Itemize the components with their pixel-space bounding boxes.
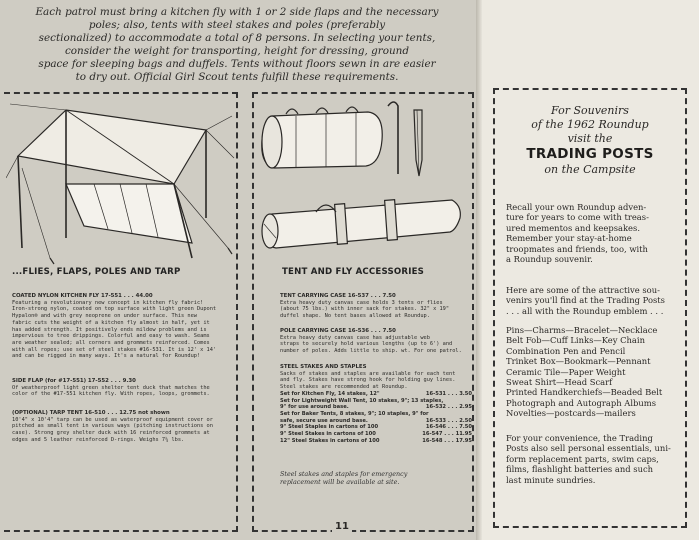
stake-row-text: 9" Steel Stakes in cartons of 100 xyxy=(280,431,376,438)
stakes-item xyxy=(280,364,472,444)
stake-row-text: 9" for use around base. xyxy=(280,404,349,411)
leader-dots: . . . xyxy=(446,424,460,431)
item-line: Featuring a revolutionary new concept in kitchen fly fabric! xyxy=(12,299,204,306)
item-line: impervious to tree drippings. Colorful and easy to wash. Seams xyxy=(12,333,210,340)
item-line: Of weatherproof light green shelter tent duck that matches the xyxy=(12,384,210,391)
item-line: Hypalon® and with grey neoprene on under surface. This new xyxy=(12,313,197,320)
intro-paragraph xyxy=(22,6,452,84)
stake-code: 16-546 xyxy=(425,424,447,431)
pole-carrying-case xyxy=(264,200,460,248)
body-line: Here are some of the attractive sou- xyxy=(506,285,660,295)
souvenir-list-item: Pins—Charms—Bracelet—Necklace xyxy=(506,325,658,335)
souvenir-list-item: Novelties—postcards—mailers xyxy=(506,408,636,419)
stake-price: 7.50 xyxy=(459,424,472,431)
body-line: a Roundup souvenir. xyxy=(506,254,593,265)
stake-price-row xyxy=(280,404,472,411)
pole-case-item xyxy=(280,328,472,355)
recall-paragraph xyxy=(506,202,686,264)
item-line: case). Strong grey shelter duck with 16 reinforced grommets at xyxy=(12,430,210,437)
stake-row-text: 9" Steel Staples in cartons of 100 xyxy=(280,424,379,431)
item-line: Iron-strong nylon, coated on top surface with light green Dupont xyxy=(12,306,217,313)
body-line: Remember your stay-at-home xyxy=(506,233,632,244)
tarp-tent-item xyxy=(12,410,234,444)
item-title: SIDE FLAP (for #17-551) 17-552 . . . 9.30 xyxy=(12,378,136,384)
item-line: edges and 5 leather reinforced D-rings. Weighs 7¼ lbs. xyxy=(12,436,185,443)
leader-dots: . . . xyxy=(446,417,460,424)
stake-row-text: Set for Kitchen Fly, 14 stakes, 12" xyxy=(280,390,380,397)
body-line: venirs you'll find at the Trading Posts xyxy=(506,295,665,306)
souvenir-list-item: Sweat Shirt—Head Scarf xyxy=(506,377,613,388)
body-line: ture for years to come with treas- xyxy=(506,212,649,223)
side-flap-item xyxy=(12,378,234,398)
stake-row-code xyxy=(426,424,472,431)
body-line: Recall your own Roundup adven- xyxy=(506,202,647,212)
body-line: troopmates and friends, too, with xyxy=(506,243,648,254)
souvenir-list-item: Trinket Box—Bookmark—Pennant xyxy=(506,356,651,367)
item-line: duffel shape. No tent bases allowed at Roundup. xyxy=(280,313,430,320)
body-line: films, flashlight batteries and such xyxy=(506,464,654,475)
steel-stake xyxy=(388,102,398,174)
intro-line: space for sleeping bags and duffels. Tents without floors sewn in are easier xyxy=(38,58,436,70)
item-line: straps to securely hold various lengths (up to 6') and xyxy=(280,341,453,348)
flies-heading: ...FLIES, FLAPS, POLES AND TARP xyxy=(12,267,181,277)
stake-price-row xyxy=(280,418,472,425)
fly-pole xyxy=(18,156,22,248)
item-title: STEEL STAKES AND STAPLES xyxy=(280,364,367,370)
intro-line: Each patrol must bring a kitchen fly with 1 or 2 side flaps and the necessary xyxy=(35,6,439,18)
item-line: color of the #17-551 kitchen fly. With ropes, loops, grommets. xyxy=(12,391,210,398)
intro-line: to dry out. Official Girl Scout tents fulfill these requirements. xyxy=(75,71,399,83)
stake-row-code xyxy=(426,404,472,411)
item-title: TENT CARRYING CASE 16-537 . . . 7.50 xyxy=(280,293,396,299)
convenience-paragraph xyxy=(506,433,688,485)
accessories-heading: TENT AND FLY ACCESSORIES xyxy=(282,267,425,277)
stakes-note xyxy=(280,470,470,486)
souvenir-list-item: Belt Fob—Cuff Links—Key Chain xyxy=(506,335,645,346)
stake-row-text: Set for Lightweight Wall Tent, 10 stakes, 9"; 13 staples, xyxy=(280,397,444,404)
header-subtitle: on the Campsite xyxy=(544,163,636,176)
stake-price-row xyxy=(280,391,472,398)
stake-price: 11.95 xyxy=(455,431,472,438)
fly-side-flap xyxy=(66,184,192,243)
header-line: For Souvenirs xyxy=(551,104,629,117)
leader-dots: . . . xyxy=(446,390,460,397)
header-line: of the 1962 Roundup xyxy=(531,118,649,131)
accessories-illustration xyxy=(256,96,470,261)
stake-row-text: Set for Baker Tents, 8 stakes, 9"; 10 staples, 9" for xyxy=(280,410,429,417)
leader-dots: . . . xyxy=(442,437,456,444)
item-title: POLE CARRYING CASE 16-536 . . . 7.50 xyxy=(280,328,396,334)
stake-row-text: safe, secure use around base. xyxy=(280,417,368,424)
intro-line: sectionalized) to accommodate a total of 8 persons. In selecting your tents, xyxy=(38,32,436,44)
note-line: Steel stakes and staples for emergency xyxy=(280,470,408,478)
stake-price: 2.50 xyxy=(459,417,472,424)
body-line: Posts also sell personal essentials, uni- xyxy=(506,443,671,454)
item-line: (about 75 lbs.) with inner sack for stakes. 32" x 19" xyxy=(280,306,450,313)
leader-dots: . . . xyxy=(442,431,456,438)
item-title: (OPTIONAL) TARP TENT 16-510 . . . 12.75 not shown xyxy=(12,410,170,416)
stake-row-code xyxy=(426,391,472,398)
tent-case-item xyxy=(280,293,472,320)
intro-line: consider the weight for transporting, height for dressing, ground xyxy=(64,45,410,57)
fly-canopy xyxy=(18,110,206,184)
body-line: form replacement parts, swim caps, xyxy=(506,453,659,464)
stake-price-row xyxy=(280,431,472,438)
stake-code: 16-531 xyxy=(425,390,447,397)
page-number: 11 xyxy=(332,521,352,532)
stake-code: 16-548 xyxy=(422,437,443,444)
stake-row-text: 12" Steel Stakes in cartons of 100 xyxy=(280,437,380,444)
stake-price: 17.95 xyxy=(455,437,472,444)
stake-code: 16-547 xyxy=(422,431,443,438)
item-line: Sacks of stakes and staples are available for each tent xyxy=(280,370,456,377)
souvenir-list-item: Combination Pen and Pencil xyxy=(506,345,626,356)
stake-row-code xyxy=(426,418,472,425)
item-line: number of poles. Adds little to ship. wt. For one patrol. xyxy=(280,348,462,355)
body-line: For your convenience, the Trading xyxy=(506,433,653,443)
souvenir-list-item: Ceramic Tile—Paper Weight xyxy=(506,366,626,377)
trading-posts-header xyxy=(500,104,680,177)
item-line: has added strength. It positively ends mildew problems and is xyxy=(12,326,207,333)
stake-price-row xyxy=(280,398,472,405)
trading-posts-title: TRADING POSTS xyxy=(526,146,654,162)
kitchen-fly-illustration xyxy=(6,98,236,266)
item-title: COATED NYLON KITCHEN FLY 17-551 . . . 44.00 xyxy=(12,293,153,299)
page-fold xyxy=(476,0,482,540)
body-line: last minute sundries. xyxy=(506,474,596,485)
souvenir-list xyxy=(506,325,688,419)
stake-price-row xyxy=(280,424,472,431)
stake-price-row xyxy=(280,411,472,418)
stake-price-list xyxy=(280,391,472,445)
souvenir-list-item: Printed Handkerchiefs—Beaded Belt xyxy=(506,387,663,398)
body-line: . . . all with the Roundup emblem . . . xyxy=(506,305,664,316)
stake-code: 16-532 xyxy=(425,404,447,411)
item-line: fabric cuts the weight of a kitchen fly almost in half, yet it xyxy=(12,319,210,326)
item-line: and can be rigged in many ways. It's a natural for Roundup! xyxy=(12,353,201,360)
stake-row-code xyxy=(422,431,472,438)
souvenirs-intro-paragraph xyxy=(506,285,686,316)
stake-price: 3.50 xyxy=(459,390,472,397)
note-line: replacement will be available at site. xyxy=(280,478,400,486)
body-line: ured mementos and keepsakes. xyxy=(506,222,640,233)
stake-price-row xyxy=(280,438,472,445)
intro-line: poles; also, tents with steel stakes and poles (preferably xyxy=(88,19,386,31)
item-line: Extra heavy duty canvas case holds 3 tents or flies xyxy=(280,299,443,306)
leader-dots: . . . xyxy=(446,404,460,411)
stake-price: 2.95 xyxy=(459,404,472,411)
item-line: Extra heavy duty canvas case has adjustable web xyxy=(280,334,430,341)
stake-code: 16-533 xyxy=(425,417,447,424)
header-line: visit the xyxy=(567,132,613,145)
item-line: are weather sealed; all corners and grommets reinforced. Comes xyxy=(12,339,210,346)
item-line: pitched as small tent in various ways (pitching instructions on xyxy=(12,423,213,430)
item-line: with all ropes; use set of steel stakes #16-531. It is 12' x 14' xyxy=(12,346,217,353)
item-line: and fly. Stakes have strong hook for holding guy lines. xyxy=(280,377,456,384)
stake-row-code xyxy=(422,438,472,445)
item-line: Steel stakes are recommended at Roundup. xyxy=(280,384,408,391)
souvenir-list-item: Photograph and Autograph Albums xyxy=(506,397,657,408)
kitchen-fly-item xyxy=(12,293,234,360)
item-line: 10'4" x 10'4" tarp can be used as waterproof equipment cover or xyxy=(12,416,213,423)
